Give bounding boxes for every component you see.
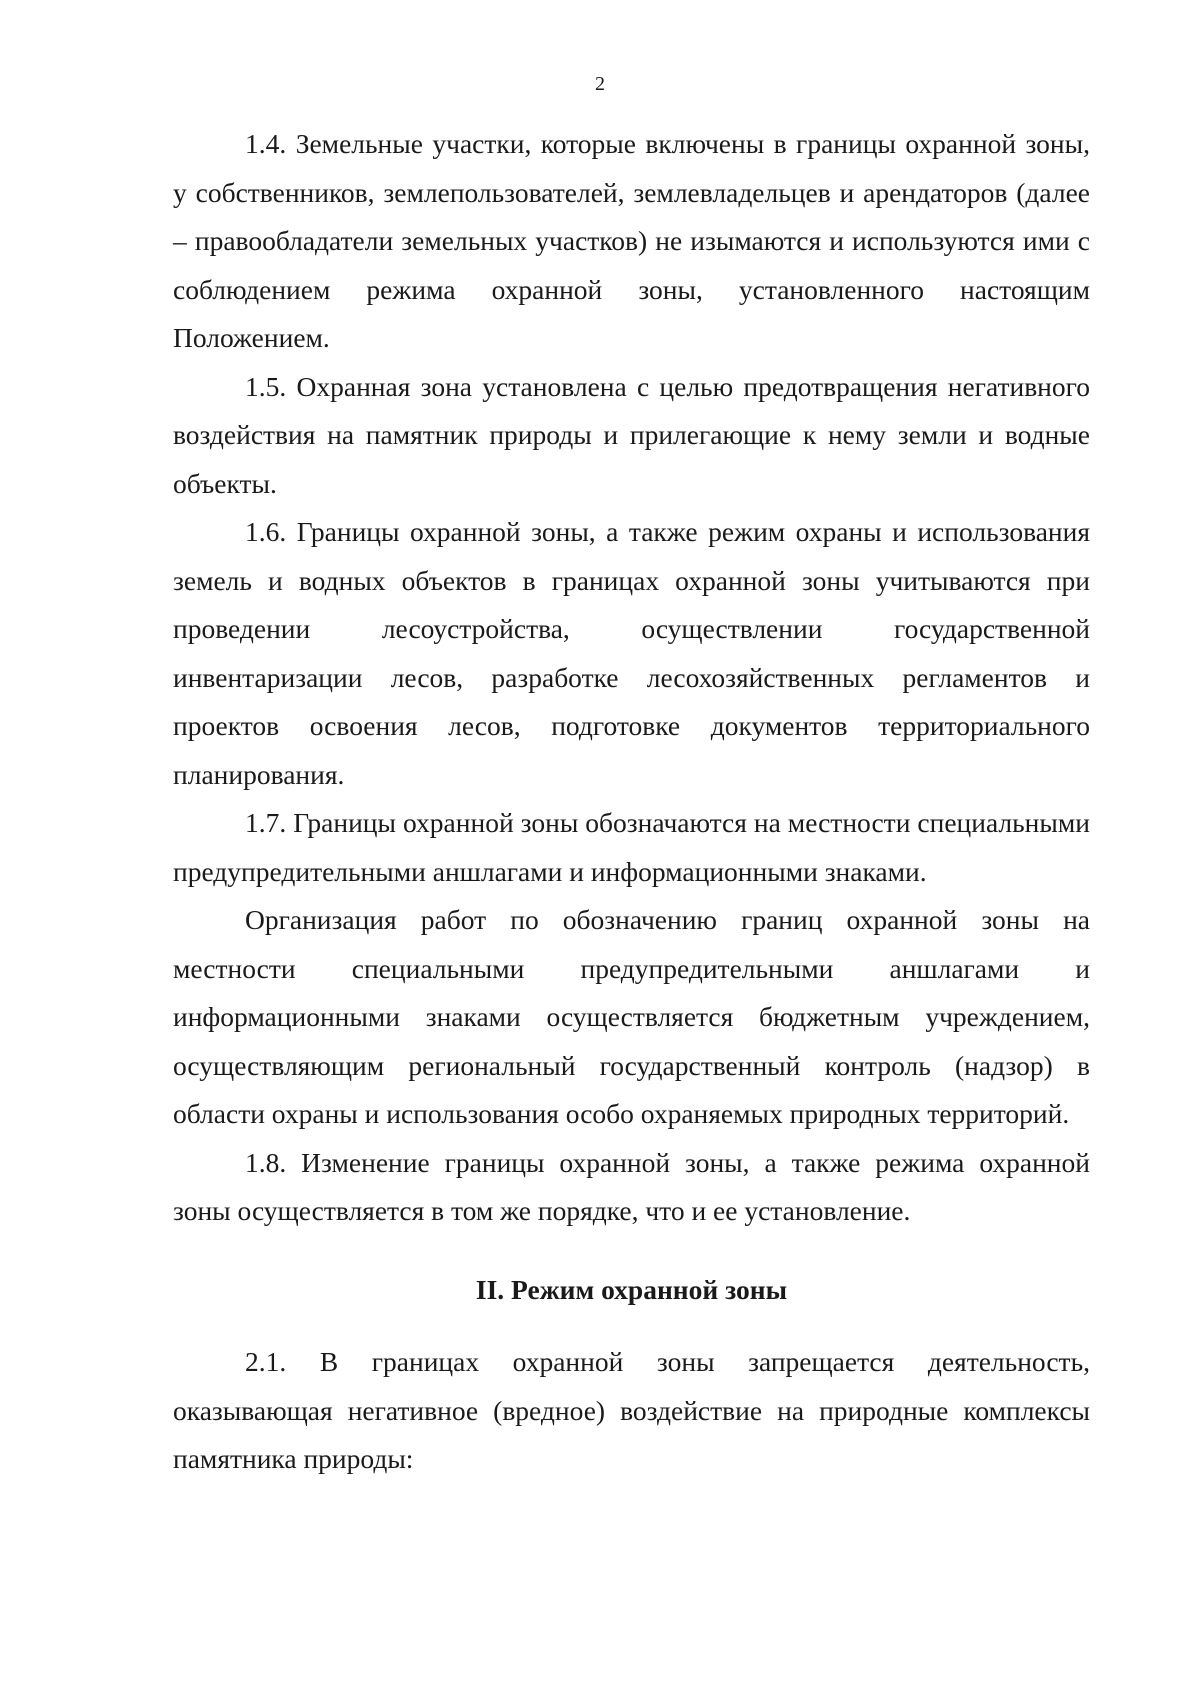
paragraph-1-5: 1.5. Охранная зона установлена с целью предотвращения негативного воздействия на памятник природы и прилегающие к нему земли и водные объекты. — [173, 370, 1090, 499]
document-body — [173, 120, 1090, 1484]
paragraph-2-1: 2.1. В границах охранной зоны запрещается деятельность, оказывающая негативное (вредное) воздействие на природные комплексы памятника природы: — [173, 1346, 1090, 1474]
paragraph-1-6: 1.6. Границы охранной зоны, а также режим охраны и использования земель и водных объектов в границах охранной зоны учитываются при проведении лесоустройства, осуществлении государственной инвентаризации лесов, разработке лесохозяйственных регламентов и проектов освоения лесов, подготовке документов территориального планирования. — [173, 516, 1090, 790]
page-number: 2 — [595, 73, 605, 95]
section-heading-regime: II. Режим охранной зоны — [475, 1273, 788, 1305]
paragraph-1-4: 1.4. Земельные участки, которые включены в границы охранной зоны, у собственников, землепользователей, землевладельцев и арендаторов (далее – правообладатели земельных участков) не изымаются и используются ими с соблюдением режима охранной зоны, установленного настоящим Положением. — [173, 128, 1090, 353]
paragraph-1-7-organization: Организация работ по обозначению границ охранной зоны на местности специальными предупредительными аншлагами и информационными знаками осуществляется бюджетным учреждением, осуществляющим региональный государственный контроль (надзор) в области охраны и использования особо охраняемых природных территорий. — [173, 904, 1090, 1129]
paragraph-1-8: 1.8. Изменение границы охранной зоны, а также режима охранной зоны осуществляется в том же порядке, что и ее установление. — [173, 1146, 1090, 1226]
paragraph-1-7: 1.7. Границы охранной зоны обозначаются на местности специальными предупредительными аншлагами и информационными знаками. — [173, 807, 1090, 887]
